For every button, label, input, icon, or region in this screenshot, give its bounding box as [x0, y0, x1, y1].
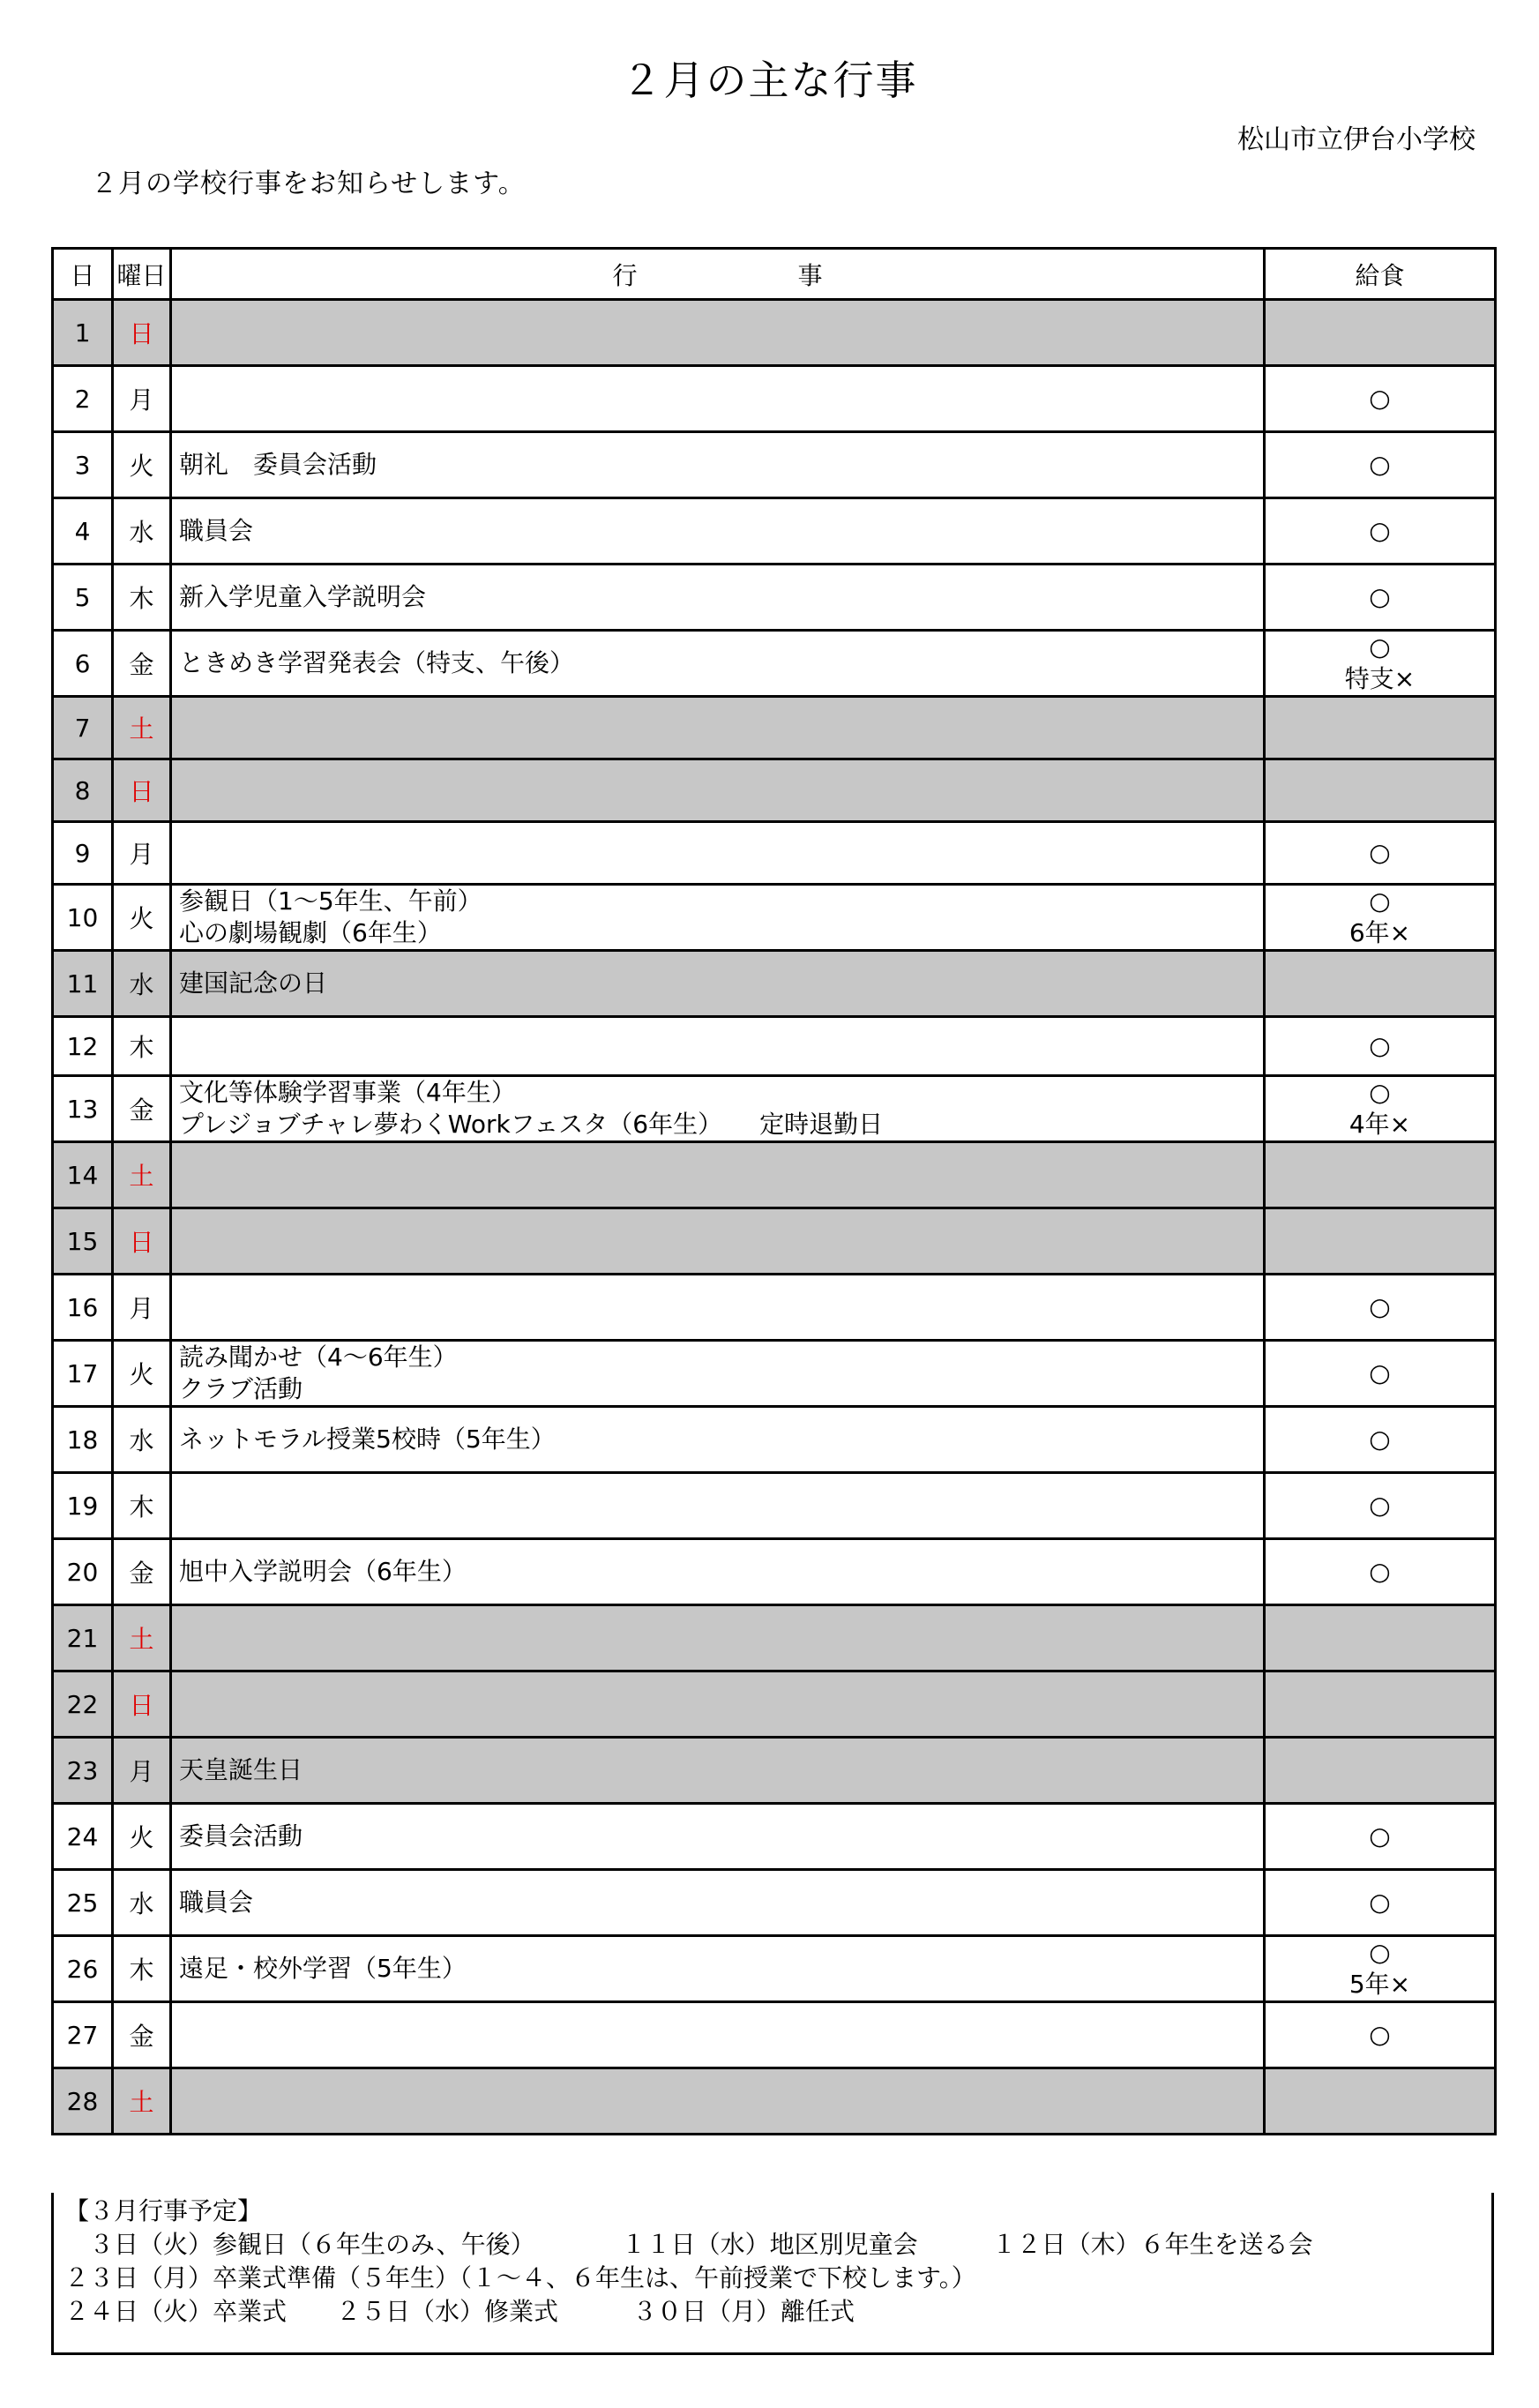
lunch-mark: ○	[1369, 1425, 1391, 1454]
table-header-row	[53, 249, 1496, 300]
row-events	[171, 759, 1265, 822]
row-day-of-week: 月	[113, 822, 171, 885]
event-line: 心の劇場観劇（6年生）	[179, 918, 442, 947]
row-date: 20	[53, 1539, 113, 1605]
header-lunch: 給食	[1265, 249, 1496, 300]
row-date: 21	[53, 1605, 113, 1671]
lunch-mark: ○	[1369, 1292, 1391, 1321]
row-lunch	[1265, 697, 1496, 759]
row-lunch	[1265, 366, 1496, 432]
lunch-mark: ○	[1369, 516, 1391, 545]
row-events	[171, 1017, 1265, 1076]
lunch-mark: ○	[1369, 838, 1391, 867]
row-lunch	[1265, 1407, 1496, 1473]
row-events	[171, 822, 1265, 885]
event-line: プレジョブチャレ夢わくWorkフェスタ（6年生） 定時退勤日	[179, 1110, 884, 1139]
row-events	[171, 1473, 1265, 1539]
table-row	[53, 1407, 1496, 1473]
row-lunch	[1265, 1341, 1496, 1407]
row-date: 17	[53, 1341, 113, 1407]
row-date: 12	[53, 1017, 113, 1076]
row-lunch	[1265, 1671, 1496, 1738]
table-row	[53, 2002, 1496, 2068]
table-row	[53, 1017, 1496, 1076]
lunch-mark: ○	[1369, 582, 1391, 611]
lunch-exception: 特支×	[1344, 664, 1416, 693]
event-line: ネットモラル授業5校時（5年生）	[179, 1425, 556, 1454]
row-day-of-week: 火	[113, 1341, 171, 1407]
row-day-of-week: 金	[113, 2002, 171, 2068]
row-events	[171, 432, 1265, 498]
table-row	[53, 498, 1496, 565]
table-row	[53, 300, 1496, 366]
table-row	[53, 1738, 1496, 1804]
row-lunch	[1265, 498, 1496, 565]
page-title: ２月の主な行事	[621, 56, 918, 104]
march-schedule-notes	[51, 2193, 1494, 2355]
row-day-of-week: 土	[113, 1605, 171, 1671]
event-line: 文化等体験学習事業（4年生）	[179, 1078, 516, 1107]
row-date: 5	[53, 565, 113, 631]
row-events	[171, 1142, 1265, 1208]
row-events	[171, 1539, 1265, 1605]
table-row	[53, 951, 1496, 1017]
table-row	[53, 1341, 1496, 1407]
row-lunch	[1265, 1275, 1496, 1341]
row-day-of-week: 水	[113, 498, 171, 565]
row-day-of-week: 金	[113, 631, 171, 697]
row-lunch	[1265, 1076, 1496, 1142]
lunch-mark: ○	[1369, 1557, 1391, 1586]
row-lunch	[1265, 1936, 1496, 2002]
row-events	[171, 1738, 1265, 1804]
row-date: 8	[53, 759, 113, 822]
row-lunch	[1265, 631, 1496, 697]
row-day-of-week: 月	[113, 1275, 171, 1341]
row-lunch	[1265, 1804, 1496, 1870]
row-lunch	[1265, 1870, 1496, 1936]
event-line: 天皇誕生日	[179, 1755, 303, 1784]
table-row	[53, 1208, 1496, 1275]
table-row	[53, 2068, 1496, 2135]
row-day-of-week: 土	[113, 1142, 171, 1208]
header-events	[171, 249, 1265, 300]
row-date: 15	[53, 1208, 113, 1275]
lunch-mark: ○	[1369, 2020, 1391, 2049]
row-date: 2	[53, 366, 113, 432]
row-date: 23	[53, 1738, 113, 1804]
row-date: 27	[53, 2002, 113, 2068]
row-lunch	[1265, 1539, 1496, 1605]
row-events	[171, 1341, 1265, 1407]
table-row	[53, 759, 1496, 822]
row-date: 1	[53, 300, 113, 366]
row-events	[171, 498, 1265, 565]
row-events	[171, 885, 1265, 951]
event-schedule-table	[51, 247, 1497, 2135]
row-lunch	[1265, 759, 1496, 822]
lunch-mark: ○	[1369, 886, 1391, 916]
event-line: 委員会活動	[179, 1821, 303, 1851]
row-lunch	[1265, 1738, 1496, 1804]
table-row	[53, 885, 1496, 951]
lunch-mark: ○	[1369, 1078, 1391, 1107]
march-line: ２３日（月）卒業式準備（５年生）（１～４、６年生は、午前授業で下校します。）	[64, 2263, 976, 2292]
header-events-char-1: 行	[612, 260, 638, 290]
lunch-exception: 4年×	[1348, 1110, 1411, 1139]
row-events	[171, 565, 1265, 631]
event-line: 参観日（1～5年生、午前）	[179, 886, 482, 916]
row-events	[171, 951, 1265, 1017]
row-date: 28	[53, 2068, 113, 2135]
march-line: ２４日（火）卒業式 ２５日（水）修業式 ３０日（月）離任式	[64, 2297, 855, 2326]
row-events	[171, 631, 1265, 697]
table-row	[53, 1473, 1496, 1539]
table-row	[53, 366, 1496, 432]
row-date: 11	[53, 951, 113, 1017]
row-lunch	[1265, 885, 1496, 951]
row-date: 13	[53, 1076, 113, 1142]
row-day-of-week: 日	[113, 1671, 171, 1738]
march-line: ３日（火）参観日（６年生のみ、午後） １１日（水）地区別児童会 １２日（木）６年生を送る会	[64, 2230, 1313, 2259]
row-day-of-week: 水	[113, 1407, 171, 1473]
row-events	[171, 1208, 1265, 1275]
table-row	[53, 1936, 1496, 2002]
header-date: 日	[53, 249, 113, 300]
row-lunch	[1265, 2068, 1496, 2135]
row-lunch	[1265, 300, 1496, 366]
table-row	[53, 1804, 1496, 1870]
row-lunch	[1265, 1208, 1496, 1275]
row-day-of-week: 水	[113, 1870, 171, 1936]
row-events	[171, 697, 1265, 759]
row-lunch	[1265, 1142, 1496, 1208]
row-date: 16	[53, 1275, 113, 1341]
event-line: 建国記念の日	[179, 968, 328, 998]
row-date: 9	[53, 822, 113, 885]
row-events	[171, 1605, 1265, 1671]
lunch-exception: 5年×	[1348, 1970, 1411, 1999]
row-events	[171, 2068, 1265, 2135]
row-events	[171, 1671, 1265, 1738]
row-lunch	[1265, 1605, 1496, 1671]
school-name: 松山市立伊台小学校	[1237, 124, 1475, 155]
table-row	[53, 1142, 1496, 1208]
row-lunch	[1265, 951, 1496, 1017]
row-day-of-week: 木	[113, 1936, 171, 2002]
row-lunch	[1265, 822, 1496, 885]
row-day-of-week: 日	[113, 1208, 171, 1275]
table-row	[53, 1605, 1496, 1671]
row-day-of-week: 火	[113, 885, 171, 951]
row-date: 24	[53, 1804, 113, 1870]
row-date: 19	[53, 1473, 113, 1539]
event-line: 遠足・校外学習（5年生）	[179, 1954, 467, 1983]
row-day-of-week: 日	[113, 759, 171, 822]
lunch-mark: ○	[1369, 384, 1391, 413]
lunch-mark: ○	[1369, 1491, 1391, 1520]
row-lunch	[1265, 1017, 1496, 1076]
event-line: 旭中入学説明会（6年生）	[179, 1557, 467, 1586]
row-lunch	[1265, 565, 1496, 631]
row-day-of-week: 水	[113, 951, 171, 1017]
table-row	[53, 697, 1496, 759]
lunch-mark: ○	[1369, 1938, 1391, 1967]
row-events	[171, 1275, 1265, 1341]
row-date: 7	[53, 697, 113, 759]
row-day-of-week: 木	[113, 1017, 171, 1076]
lunch-mark: ○	[1369, 1821, 1391, 1851]
row-lunch	[1265, 1473, 1496, 1539]
lunch-mark: ○	[1369, 1358, 1391, 1387]
row-day-of-week: 火	[113, 432, 171, 498]
table-row	[53, 1539, 1496, 1605]
row-day-of-week: 木	[113, 1473, 171, 1539]
row-date: 26	[53, 1936, 113, 2002]
table-row	[53, 631, 1496, 697]
event-line: ときめき学習発表会（特支、午後）	[179, 648, 575, 677]
table-row	[53, 1076, 1496, 1142]
row-events	[171, 1076, 1265, 1142]
row-events	[171, 1407, 1265, 1473]
lunch-mark: ○	[1369, 632, 1391, 662]
row-day-of-week: 木	[113, 565, 171, 631]
row-date: 3	[53, 432, 113, 498]
row-events	[171, 300, 1265, 366]
row-events	[171, 366, 1265, 432]
event-line: クラブ活動	[179, 1374, 303, 1403]
row-events	[171, 2002, 1265, 2068]
event-line: 読み聞かせ（4～6年生）	[179, 1342, 458, 1372]
march-heading: 【３月行事予定】	[64, 2196, 263, 2225]
table-row	[53, 1671, 1496, 1738]
intro-text: ２月の学校行事をお知らせします。	[91, 168, 526, 199]
row-day-of-week: 金	[113, 1539, 171, 1605]
header-day-of-week: 曜日	[113, 249, 171, 300]
lunch-mark: ○	[1369, 1031, 1391, 1060]
header-events-char-2: 事	[797, 260, 823, 290]
row-date: 4	[53, 498, 113, 565]
event-line: 朝礼 委員会活動	[179, 450, 377, 479]
row-day-of-week: 火	[113, 1804, 171, 1870]
row-date: 22	[53, 1671, 113, 1738]
event-line: 新入学児童入学説明会	[179, 582, 427, 611]
row-date: 25	[53, 1870, 113, 1936]
row-date: 14	[53, 1142, 113, 1208]
row-day-of-week: 日	[113, 300, 171, 366]
lunch-mark: ○	[1369, 1888, 1391, 1917]
row-day-of-week: 月	[113, 1738, 171, 1804]
event-line: 職員会	[179, 516, 254, 545]
row-events	[171, 1936, 1265, 2002]
row-date: 10	[53, 885, 113, 951]
row-events	[171, 1804, 1265, 1870]
row-day-of-week: 月	[113, 366, 171, 432]
table-row	[53, 565, 1496, 631]
table-row	[53, 1275, 1496, 1341]
row-date: 6	[53, 631, 113, 697]
table-row	[53, 432, 1496, 498]
table-row	[53, 1870, 1496, 1936]
lunch-exception: 6年×	[1348, 918, 1411, 947]
row-day-of-week: 金	[113, 1076, 171, 1142]
row-lunch	[1265, 432, 1496, 498]
row-lunch	[1265, 2002, 1496, 2068]
row-day-of-week: 土	[113, 697, 171, 759]
lunch-mark: ○	[1369, 450, 1391, 479]
row-date: 18	[53, 1407, 113, 1473]
row-events	[171, 1870, 1265, 1936]
table-row	[53, 822, 1496, 885]
event-line: 職員会	[179, 1888, 254, 1917]
row-day-of-week: 土	[113, 2068, 171, 2135]
